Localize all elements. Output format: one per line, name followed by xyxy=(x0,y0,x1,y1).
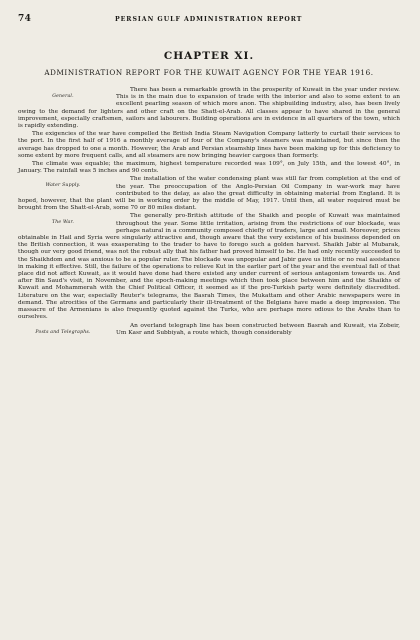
paragraph-text: There has been a remarkable growth in the prosperity of Kuwait in the year under review. This is in the main due to expansion of trade with the interior and also to some extent to an excellent pearling season of which more anon. The shipbuilding industry, also, has been lively owing to the demand for lighters and other craft on the Shatt-el-Arab. All classes appear to have shared in the general improvement, especially craftsmen, sailors and labourers. Building operations are in evidence in all quarters of the town, which is rapidly extending. xyxy=(18,87,400,130)
sidenote-posts-telegraphs: Posts and Telegraphs. xyxy=(35,329,91,335)
paragraph: The climate was equable; the maximum, highest temperature recorded was 109°, on July 15th, and the lowest 40°, in January. The rainfall was 5 inches and 90 cents. xyxy=(18,161,400,175)
page-number: 74 xyxy=(18,14,32,24)
report-title: ADMINISTRATION REPORT FOR THE KUWAIT AGENCY FOR THE YEAR 1916. xyxy=(44,68,374,77)
running-head xyxy=(18,14,400,24)
sidenote-water-supply: Water Supply. xyxy=(45,183,81,189)
paragraph-text: The generally pro-British attitude of the Shaikh and people of Kuwait was maintained throughout the year. Some little irritation, arising from the restrictions of our blockade, was perhaps natural in a community composed chiefly of traders, large and small. Moreover, prices obtainable in Hail and Syria were singularly attractive and, though aware that the very existence of his business depended on the British connection, it was exasperating to the trader to have to forego such a golden harvest. Shaikh Jabir al Mubarak, though our very good friend, was not the robust ally that his father had proved himself to be. He had only recently succeeded to the Shaikhdom and was anxious to be a popular ruler. The blockade was unpopular and Jabir gave us little or no real assistance in making it effective. Still, the failure of the operations to relieve Kut in the earlier part of the year and the eventual fall of that place did not affect Kuwait, as it would have done had there existed any under current of serious antagonism towards us. And after Bin Saud's visit, in November, and the epoch-making meetings which then took place between him and the Shaikhs of Kuwait and Mohammerah with the Chief Political Officer, it seemed as if the pro-Turkish party were definitely discredited. Literature on the war, especially Reuter's telegrams, the Basrah Times, the Mukattam and other Arabic newspapers were in demand. The atrocities of the Germans and particularly their ill-treatment of the Belgians have made a deep impression. The massacre of the Armenians is also frequently quoted against the Turks, who are perhaps more odious to the Arabs than to ourselves. xyxy=(18,213,400,321)
paragraph-text: The installation of the water condensing plant was still far from completion at the end of the year. The preoccupation of the Anglo-Persian Oil Company in war-work may have contributed to the delay, as also the great difficulty in obtaining material from England. It is hoped, however, that the plant will be in working order by the middle of May, 1917. Until then, all water required must be brought from the Shatt-el-Arab, some 70 or 80 miles distant. xyxy=(18,176,400,212)
chapter-title: CHAPTER XI. xyxy=(163,50,255,62)
paragraph xyxy=(18,87,400,130)
running-head-title: PERSIAN GULF ADMINISTRATION REPORT xyxy=(114,16,303,23)
paragraph: The exigencies of the war have compelled the British India Steam Navigation Company latterly to curtail their services to the port. In the first half of 1916 a monthly average of four of the Company's steamers was maintained, but since then the average has dropped to one a month. However, the Arab and Persian steamship lines have been making up for this deficiency to some extent by more frequent calls, and all steamers are now bringing heavier cargoes than formerly. xyxy=(18,131,400,159)
sidenote-the-war: The War. xyxy=(51,220,74,226)
paragraph xyxy=(18,176,400,212)
paragraph xyxy=(18,213,400,321)
body-text xyxy=(18,87,400,337)
sidenote-general: General. xyxy=(52,94,74,99)
paragraph-text: An overland telegraph line has been constructed between Basrah and Kuwait, via Zobeir, Um Kasr and Subbiyah, a route which, though considerably xyxy=(116,322,400,336)
paragraph xyxy=(18,323,400,337)
